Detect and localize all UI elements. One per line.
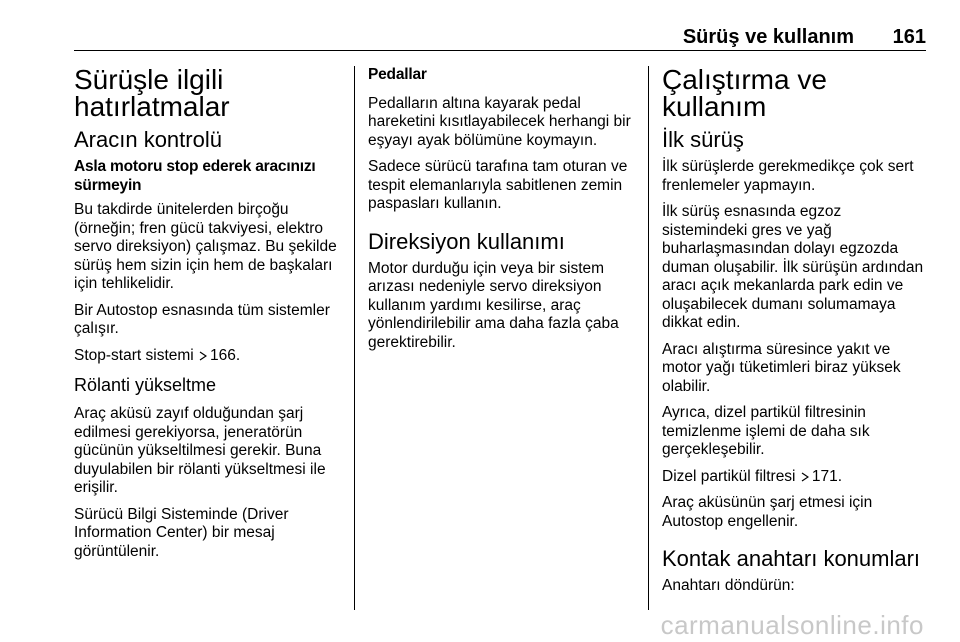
paragraph: Pedalların altına kayarak pedal hareketini kısıtlayabilecek herhangi bir eşyayı ayak bölümüne koymayın. (368, 94, 631, 149)
paragraph: Araç aküsünün şarj etmesi için Autostop engellenir. (662, 494, 873, 530)
paragraph: Sürücü Bilgi Sisteminde (Driver Information Center) bir mesaj görüntülenir. (74, 505, 289, 560)
paragraph: İlk sürüş esnasında egzoz sistemindeki gres ve yağ buharlaşmasından dolayı egzozda duman oluşabilir. İlk sürüşün ardından aracı açık mekanlarda park edin ve oluşabilecek dumanı solumamaya dikkat edin. (662, 203, 924, 331)
page-reference-arrow-icon (801, 472, 809, 482)
page-reference-arrow-icon (199, 351, 207, 361)
paragraph: İlk sürüşlerde gerekmedikçe çok sert frenlemeler yapmayın. (662, 158, 914, 194)
reference-text: Dizel partikül filtresi (662, 467, 796, 485)
cross-reference[interactable] (74, 347, 342, 366)
chapter-heading: Çalıştırma ve kullanım (662, 64, 827, 122)
reference-page: 171. (811, 467, 842, 485)
paragraph: Bu takdirde ünitelerden birçoğu (örneğin; fren gücü takviyesi, elektro servo direksiyon) çalışmaz. Bu şekilde sürüş hem sizin için hem de başkaları için tehlikelidir. (74, 201, 337, 292)
subheading: Asla motoru stop ederek aracınızı sürmeyin (74, 158, 316, 194)
paragraph: Anahtarı döndürün: (662, 577, 795, 594)
paragraph: Aracı alıştırma süresince yakıt ve motor yağı tüketimleri biraz yüksek olabilir. (662, 340, 901, 395)
section-heading: Direksiyon kullanımı (368, 228, 565, 254)
reference-page: 166. (210, 346, 241, 364)
column-divider (648, 66, 649, 610)
paragraph: Sadece sürücü tarafına tam oturan ve tespit elemanlarıyla sabitlenen zemin paspasları kullanın. (368, 158, 628, 212)
subheading: Pedallar (368, 66, 427, 83)
paragraph: Araç aküsü zayıf olduğundan şarj edilmesi gerekiyorsa, jeneratörün gücünün yükseltilmesi gerekir. Buna duyulabilen bir rölanti yükseltmesi ile erişilir. (74, 405, 326, 496)
chapter-heading: Sürüşle ilgili hatırlatmalar (74, 64, 230, 122)
column-left (74, 66, 342, 569)
paragraph: Bir Autostop esnasında tüm sistemler çalışır. (74, 301, 330, 337)
subheading: Rölanti yükseltme (74, 375, 217, 395)
paragraph: Motor durduğu için veya bir sistem arızası nedeniyle servo direksiyon kullanım yardımı kesilirse, araç yönlendirilebilir ama daha fazla çaba gerektirebilir. (368, 259, 619, 351)
header-title: Sürüş ve kullanım (682, 26, 854, 48)
page-number: 161 (892, 26, 926, 48)
page-header (74, 26, 926, 51)
column-right (662, 66, 930, 604)
watermark: carmanualsonline.info (660, 610, 924, 640)
section-heading: Aracın kontrolü (74, 127, 222, 152)
cross-reference[interactable] (662, 468, 930, 487)
paragraph: Ayrıca, dizel partikül filtresinin temizlenme işlemi de daha sık gerçekleşebilir. (662, 404, 870, 458)
section-heading: İlk sürüş (662, 127, 744, 152)
reference-text: Stop-start sistemi (74, 346, 194, 364)
column-middle (368, 66, 636, 360)
column-divider (354, 66, 355, 610)
section-heading: Kontak anahtarı konumları (662, 546, 921, 571)
